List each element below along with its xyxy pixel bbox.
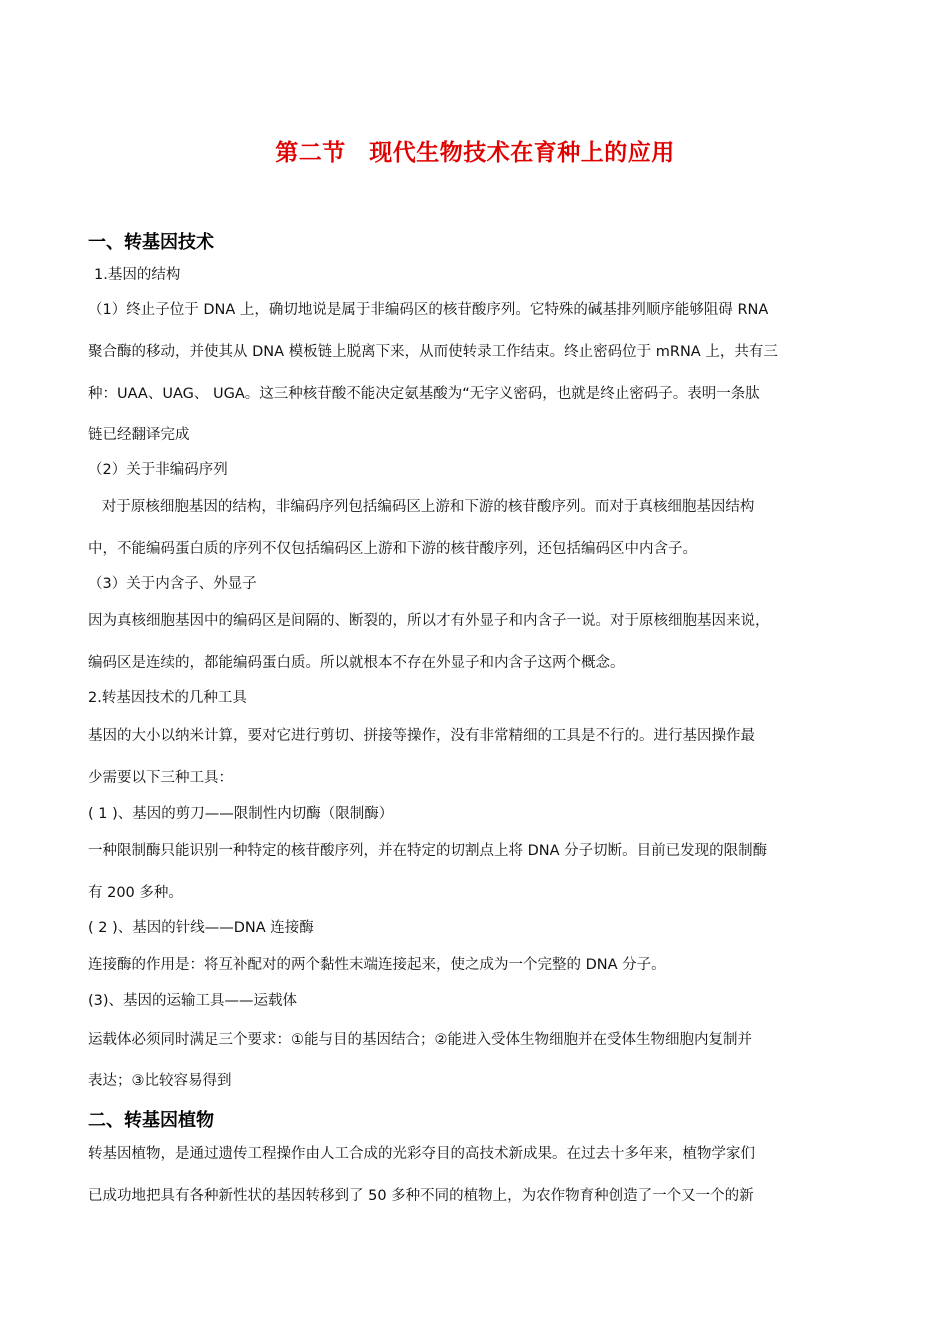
paragraph-line: ( 2 )、基因的针线——DNA 连接酶 bbox=[88, 920, 314, 936]
paragraph-line: 少需要以下三种工具： bbox=[88, 770, 233, 786]
subheading-gene-structure: 1.基因的结构 bbox=[94, 267, 181, 283]
paragraph-line: 聚合酶的移动，并使其从 DNA 模板链上脱离下来，从而使转录工作结束。终止密码位于 mRNA 上，共有三 bbox=[88, 344, 778, 360]
paragraph-line: (3)、基因的运输工具——运载体 bbox=[88, 993, 298, 1009]
paragraph-line: （2）关于非编码序列 bbox=[88, 462, 228, 478]
paragraph-line: （3）关于内含子、外显子 bbox=[88, 576, 257, 592]
paragraph-line: 种：UAA、UAG、 UGA。这三种核苷酸不能决定氨基酸为“无字义密码，也就是终止密码子。表明一条肽 bbox=[88, 386, 760, 402]
paragraph-line: 表达；③比较容易得到 bbox=[88, 1073, 232, 1089]
section-heading-transgenic-plants: 二、转基因植物 bbox=[88, 1110, 214, 1131]
paragraph-line: 因为真核细胞基因中的编码区是间隔的、断裂的，所以才有外显子和内含子一说。对于原核细胞基因来说， bbox=[88, 613, 770, 629]
paragraph-line: 对于原核细胞基因的结构，非编码序列包括编码区上游和下游的核苷酸序列。而对于真核细胞基因结构 bbox=[88, 499, 755, 515]
section-heading-transgenic-technology: 一、转基因技术 bbox=[88, 232, 214, 253]
subheading-tools: 2.转基因技术的几种工具 bbox=[88, 690, 247, 706]
paragraph-line: 基因的大小以纳米计算，要对它进行剪切、拼接等操作，没有非常精细的工具是不行的。进行基因操作最 bbox=[88, 728, 755, 744]
paragraph-line: 一种限制酶只能识别一种特定的核苷酸序列，并在特定的切割点上将 DNA 分子切断。目前已发现的限制酶 bbox=[88, 843, 768, 859]
paragraph-line: 连接酶的作用是：将互补配对的两个黏性末端连接起来，使之成为一个完整的 DNA 分子。 bbox=[88, 957, 666, 973]
paragraph-line: 有 200 多种。 bbox=[88, 885, 183, 901]
paragraph-line: ( 1 )、基因的剪刀——限制性内切酶（限制酶） bbox=[88, 806, 394, 822]
paragraph-line: 运载体必须同时满足三个要求：①能与目的基因结合；②能进入受体生物细胞并在受体生物细胞内复制并 bbox=[88, 1032, 752, 1048]
paragraph-line: （1）终止子位于 DNA 上，确切地说是属于非编码区的核苷酸序列。它特殊的碱基排列顺序能够阻碍 RNA bbox=[88, 302, 769, 318]
paragraph-line: 中，不能编码蛋白质的序列不仅包括编码区上游和下游的核苷酸序列，还包括编码区中内含子。 bbox=[88, 541, 697, 557]
paragraph-line: 已成功地把具有各种新性状的基因转移到了 50 多种不同的植物上，为农作物育种创造了一个又一个的新 bbox=[88, 1188, 754, 1204]
page-title: 第二节 现代生物技术在育种上的应用 bbox=[275, 140, 675, 166]
paragraph-line: 编码区是连续的，都能编码蛋白质。所以就根本不存在外显子和内含子这两个概念。 bbox=[88, 655, 625, 671]
paragraph-line: 转基因植物，是通过遗传工程操作由人工合成的光彩夺目的高技术新成果。在过去十多年来，植物学家们 bbox=[88, 1146, 755, 1162]
paragraph-line: 链已经翻译完成 bbox=[88, 427, 190, 443]
